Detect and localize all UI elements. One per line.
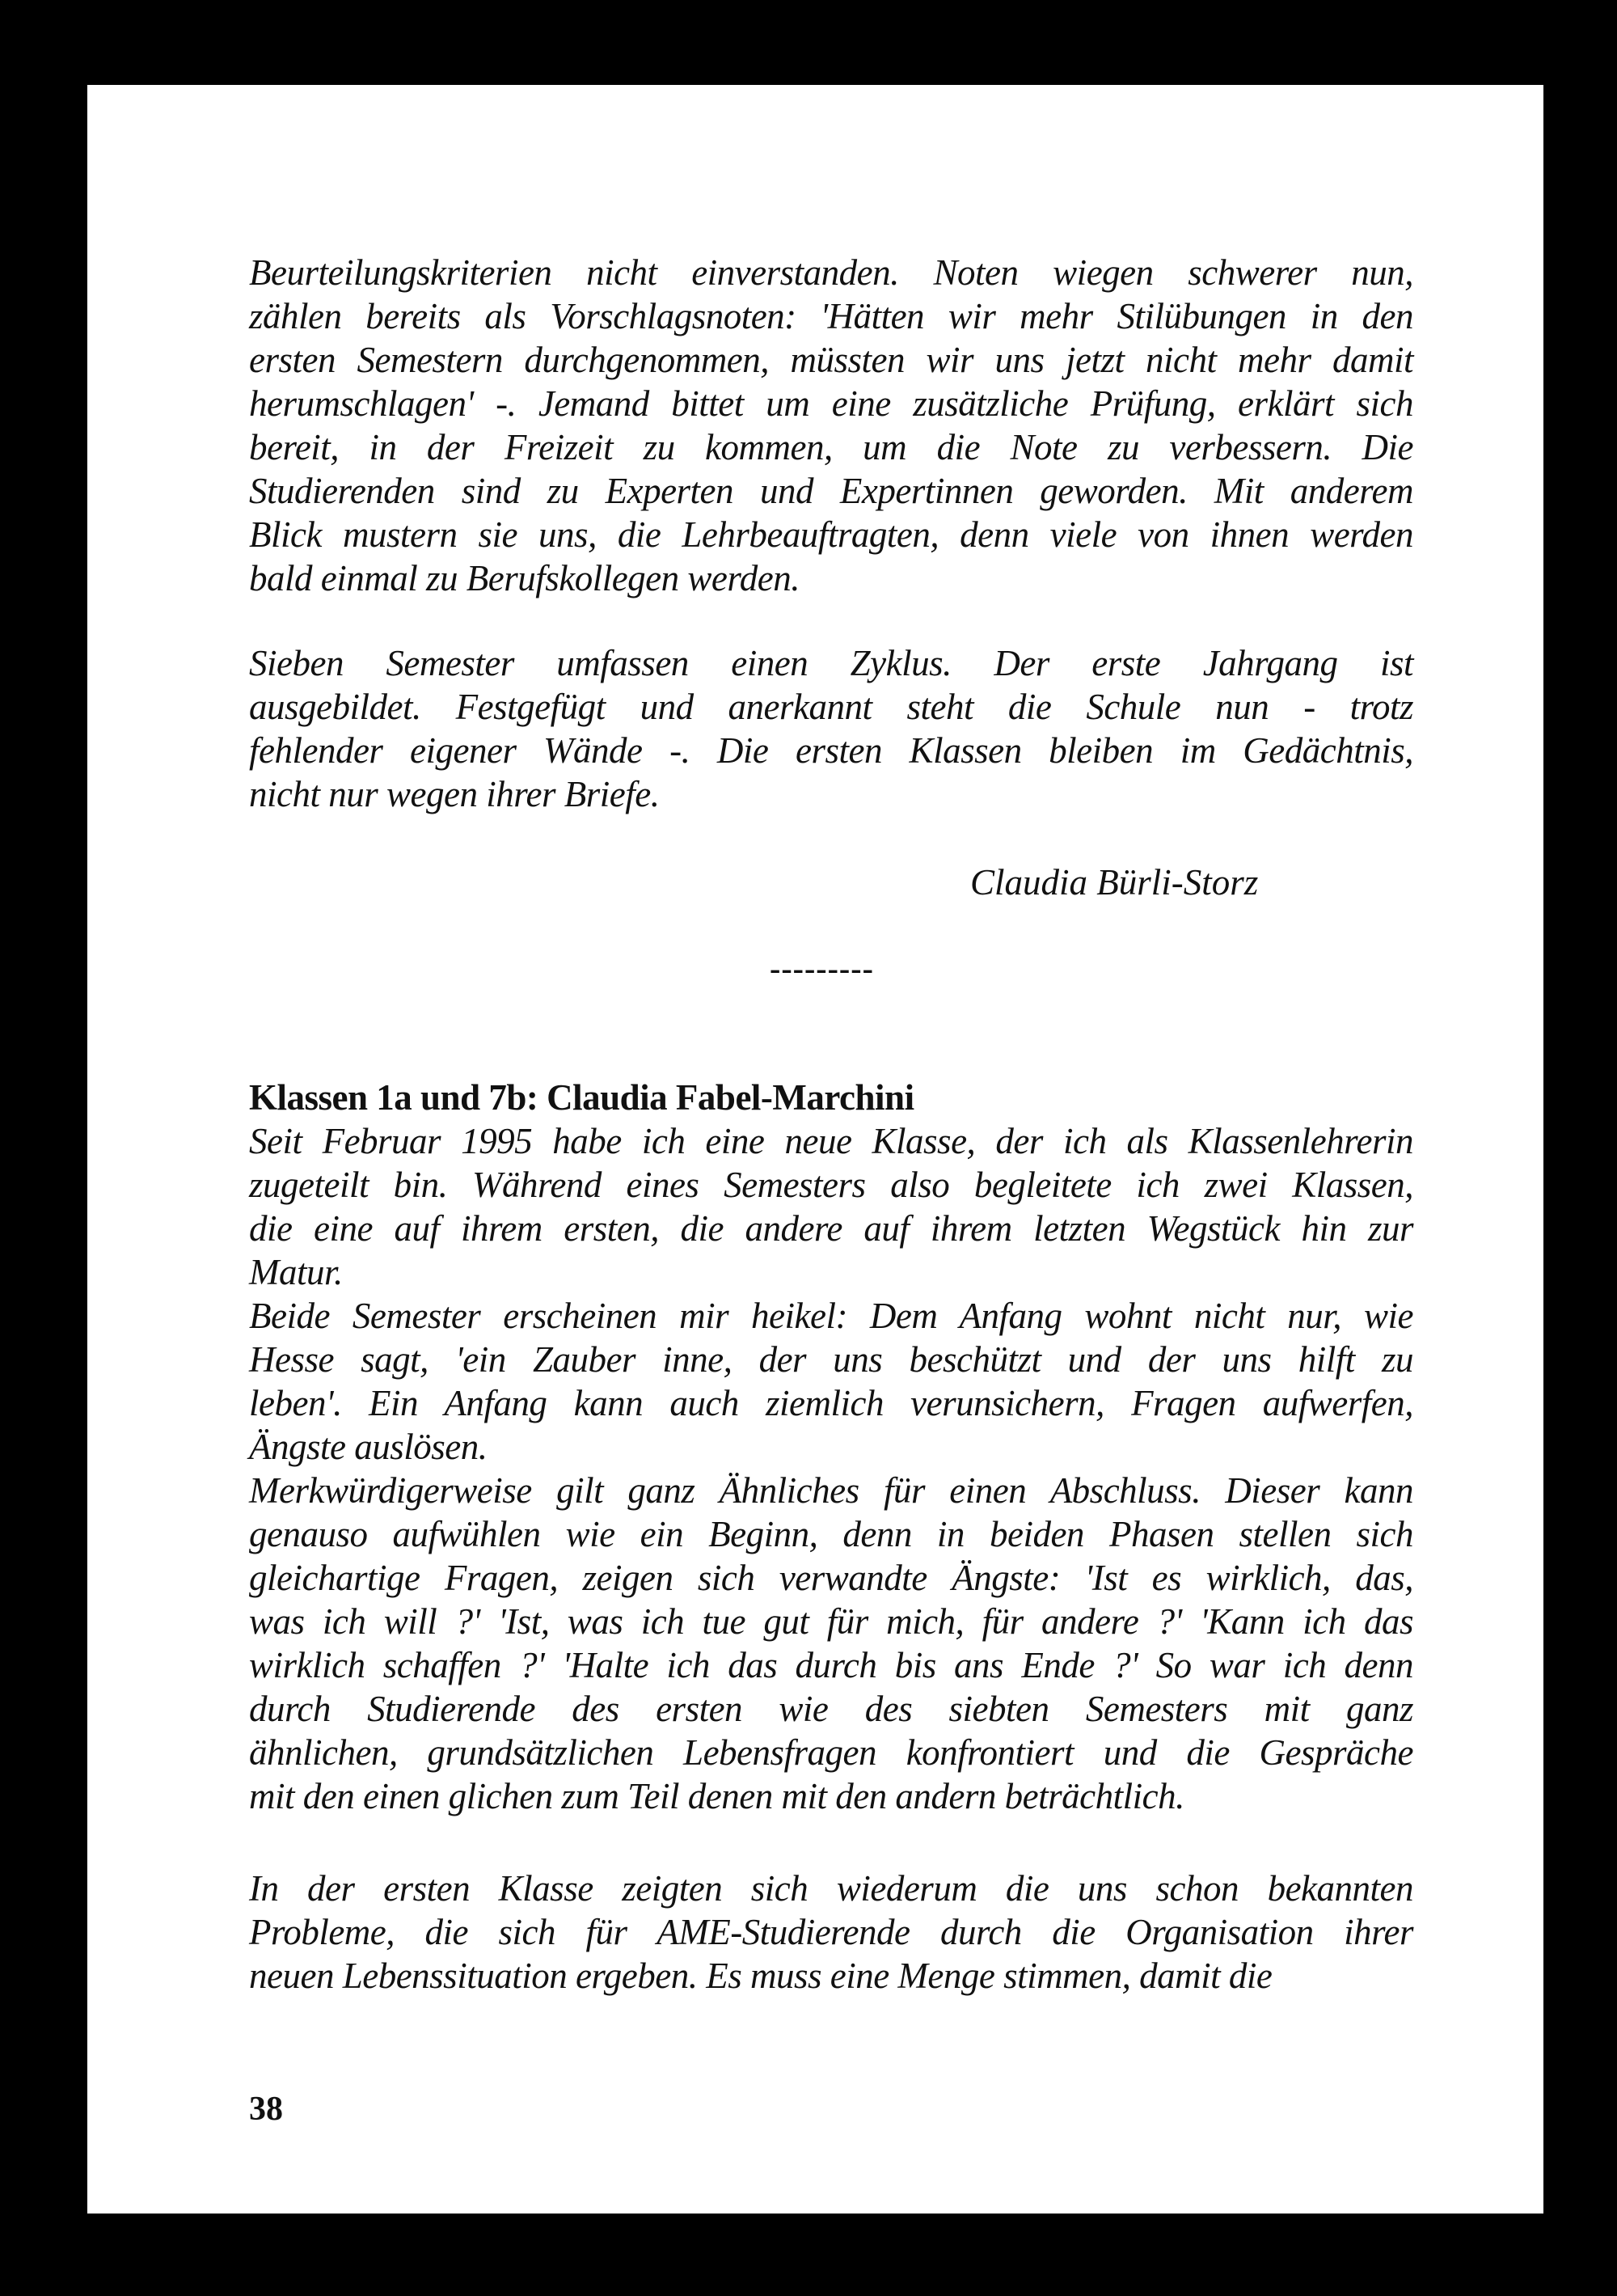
text-line: leben'. Ein Anfang kann auch ziemlich verunsichern, Fragen aufwerfen,	[249, 1383, 1413, 1423]
separator: ---------	[770, 950, 874, 987]
text-line: was ich will ?' 'Ist, was ich tue gut für mich, für andere ?' 'Kann ich das	[249, 1601, 1413, 1642]
text-line: Probleme, die sich für AME-Studierende durch die Organisation ihrer	[249, 1912, 1413, 1952]
section-paragraph-3	[249, 1469, 1413, 1818]
text-line: genauso aufwühlen wie ein Beginn, denn in beiden Phasen stellen sich	[249, 1514, 1413, 1554]
page-number: 38	[249, 2091, 283, 2128]
signature: Claudia Bürli-Storz	[970, 862, 1259, 903]
text-line: herumschlagen' -. Jemand bittet um eine zusätzliche Prüfung, erklärt sich	[249, 383, 1413, 424]
text-line: bald einmal zu Berufskollegen werden.	[249, 558, 800, 598]
text-line: bereit, in der Freizeit zu kommen, um die Note zu verbessern. Die	[249, 427, 1413, 467]
text-line: fehlender eigener Wände -. Die ersten Klassen bleiben im Gedächtnis,	[249, 730, 1413, 771]
text-line: ausgebildet. Festgefügt und anerkannt steht die Schule nun - trotz	[249, 687, 1413, 727]
section-paragraph-1	[249, 1119, 1413, 1294]
text-line: Beide Semester erscheinen mir heikel: Dem Anfang wohnt nicht nur, wie	[249, 1296, 1413, 1336]
text-line: zählen bereits als Vorschlagsnoten: 'Hätten wir mehr Stilübungen in den	[249, 296, 1413, 336]
text-line: Seit Februar 1995 habe ich eine neue Klasse, der ich als Klassenlehrerin	[249, 1121, 1413, 1161]
text-line: Blick mustern sie uns, die Lehrbeauftragten, denn viele von ihnen werden	[249, 514, 1413, 555]
text-line: ersten Semestern durchgenommen, müssten wir uns jetzt nicht mehr damit	[249, 340, 1413, 380]
paragraph-2	[249, 641, 1413, 816]
section	[249, 1076, 1413, 1818]
final-paragraph	[249, 1867, 1413, 1998]
text-line: wirklich schaffen ?' 'Halte ich das durch bis ans Ende ?' So war ich denn	[249, 1645, 1413, 1685]
text-line: Beurteilungskriterien nicht einverstanden. Noten wiegen schwerer nun,	[249, 252, 1413, 293]
text-line: zugeteilt bin. Während eines Semesters also begleitete ich zwei Klassen,	[249, 1165, 1413, 1205]
text-line: In der ersten Klasse zeigten sich wiederum die uns schon bekannten	[249, 1868, 1413, 1909]
text-line: durch Studierende des ersten wie des siebten Semesters mit ganz	[249, 1689, 1413, 1729]
text-line: mit den einen glichen zum Teil denen mit den andern beträchtlich.	[249, 1776, 1184, 1816]
section-heading: Klassen 1a und 7b: Claudia Fabel-Marchini	[249, 1077, 914, 1118]
text-line: Studierenden sind zu Experten und Expertinnen geworden. Mit anderem	[249, 471, 1413, 511]
text-line: Matur.	[249, 1252, 343, 1292]
text-line: Merkwürdigerweise gilt ganz Ähnliches für einen Abschluss. Dieser kann	[249, 1470, 1413, 1511]
text-line: gleichartige Fragen, zeigen sich verwandte Ängste: 'Ist es wirklich, das,	[249, 1558, 1413, 1598]
text-line: neuen Lebenssituation ergeben. Es muss eine Menge stimmen, damit die	[249, 1956, 1273, 1996]
paragraph-1	[249, 251, 1413, 600]
text-line: Sieben Semester umfassen einen Zyklus. Der erste Jahrgang ist	[249, 643, 1413, 683]
text-line: Ängste auslösen.	[249, 1427, 488, 1467]
text-line: nicht nur wegen ihrer Briefe.	[249, 774, 660, 814]
text-line: die eine auf ihrem ersten, die andere auf ihrem letzten Wegstück hin zur	[249, 1208, 1413, 1249]
text-line: Hesse sagt, 'ein Zauber inne, der uns beschützt und der uns hilft zu	[249, 1339, 1413, 1380]
section-paragraph-2	[249, 1294, 1413, 1469]
text-line: ähnlichen, grundsätzlichen Lebensfragen konfrontiert und die Gespräche	[249, 1732, 1413, 1773]
